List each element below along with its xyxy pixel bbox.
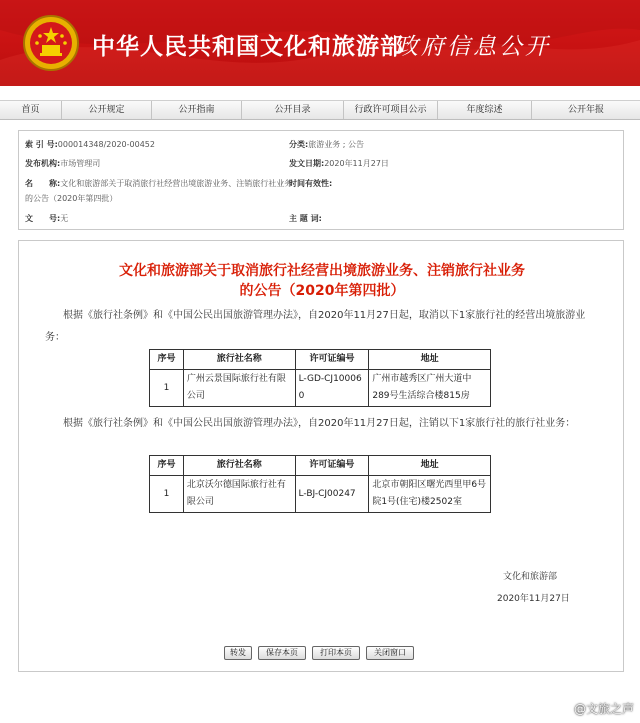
meta-validity: 时间有效性: bbox=[289, 179, 333, 188]
meta-subject: 主 题 词: bbox=[289, 214, 322, 223]
paragraph-revoke-business: 根据《旅行社条例》和《中国公民出国旅游管理办法》，自2020年11月27日起，注销以下1家旅行社的旅行社业务： bbox=[63, 418, 576, 429]
table-header-row bbox=[150, 350, 491, 370]
meta-category: 分类:旅游业务 ; 公告 bbox=[289, 140, 364, 149]
print-page-button[interactable]: 打印本页 bbox=[312, 646, 360, 660]
table-cancel-outbound bbox=[149, 349, 491, 407]
paragraph-cancel-outbound: 根据《旅行社条例》和《中国公民出国旅游管理办法》，自2020年11月27日起，取消以下1家旅行社的经营出境旅游业务： bbox=[45, 310, 586, 343]
site-title: 中华人民共和国文化和旅游部 bbox=[92, 33, 404, 60]
table-header-license: 许可证编号 bbox=[295, 456, 369, 476]
meta-name-cont: 的公告（2020年第四批） bbox=[25, 194, 118, 203]
document-title bbox=[19, 261, 625, 301]
table-cell-no: 1 bbox=[150, 476, 184, 513]
table-header-name: 旅行社名称 bbox=[183, 350, 295, 370]
source-watermark: @文旅之声 bbox=[573, 702, 634, 716]
meta-name: 名 称:文化和旅游部关于取消旅行社经营出境旅游业务、注销旅行社业务 bbox=[25, 179, 293, 188]
table-cell-address: 广州市越秀区广州大道中289号生活综合楼815房 bbox=[369, 370, 491, 407]
document-title-line-1: 文化和旅游部关于取消旅行社经营出境旅游业务、注销旅行社业务 bbox=[119, 263, 525, 279]
document-title-line-2: 的公告（2020年第四批） bbox=[239, 283, 405, 299]
nav-item-permits[interactable]: 行政许可项目公示 bbox=[344, 101, 438, 119]
nav-item-rules[interactable]: 公开规定 bbox=[62, 101, 152, 119]
forward-button[interactable]: 转发 bbox=[224, 646, 252, 660]
meta-docno: 文 号:无 bbox=[25, 214, 69, 223]
table-header-row bbox=[150, 456, 491, 476]
close-window-button[interactable]: 关闭窗口 bbox=[366, 646, 414, 660]
meta-index: 索 引 号:000014348/2020-00452 bbox=[25, 140, 155, 149]
nav-item-guide[interactable]: 公开指南 bbox=[152, 101, 242, 119]
table-cell-name: 广州云景国际旅行社有限公司 bbox=[183, 370, 295, 407]
table-row bbox=[150, 370, 491, 407]
table-cell-address: 北京市朝阳区曙光西里甲6号院1号(住宅)楼2502室 bbox=[369, 476, 491, 513]
table-cell-license: L-BJ-CJ00247 bbox=[295, 476, 369, 513]
nav-item-annual-report[interactable]: 公开年报 bbox=[567, 105, 604, 115]
table-cell-name: 北京沃尔德国际旅行社有限公司 bbox=[183, 476, 295, 513]
table-header-license: 许可证编号 bbox=[295, 350, 369, 370]
table-header-name: 旅行社名称 bbox=[183, 456, 295, 476]
table-header-no: 序号 bbox=[150, 350, 184, 370]
meta-date: 发文日期:2020年11月27日 bbox=[289, 159, 389, 168]
table-cell-no: 1 bbox=[150, 370, 184, 407]
meta-publisher: 发布机构:市场管理司 bbox=[25, 159, 101, 168]
table-header-no: 序号 bbox=[150, 456, 184, 476]
table-cell-license: L-GD-CJ100060 bbox=[295, 370, 369, 407]
table-row bbox=[150, 476, 491, 513]
document-metadata bbox=[18, 130, 624, 230]
nav-item-catalog[interactable]: 公开目录 bbox=[242, 101, 344, 119]
main-nav bbox=[0, 100, 640, 120]
table-revoke-business bbox=[149, 455, 491, 513]
site-subtitle: 政府信息公开 bbox=[395, 34, 551, 60]
table-header-address: 地址 bbox=[369, 350, 491, 370]
national-emblem-icon bbox=[22, 14, 80, 72]
header-banner bbox=[0, 0, 640, 86]
signature-date: 2020年11月27日 bbox=[497, 594, 570, 604]
table-header-address: 地址 bbox=[369, 456, 491, 476]
document-content bbox=[18, 240, 624, 672]
nav-item-home[interactable]: 首页 bbox=[0, 101, 62, 119]
signature-organization: 文化和旅游部 bbox=[503, 572, 558, 582]
nav-item-summary[interactable]: 年度综述 bbox=[438, 101, 532, 119]
save-page-button[interactable]: 保存本页 bbox=[258, 646, 306, 660]
